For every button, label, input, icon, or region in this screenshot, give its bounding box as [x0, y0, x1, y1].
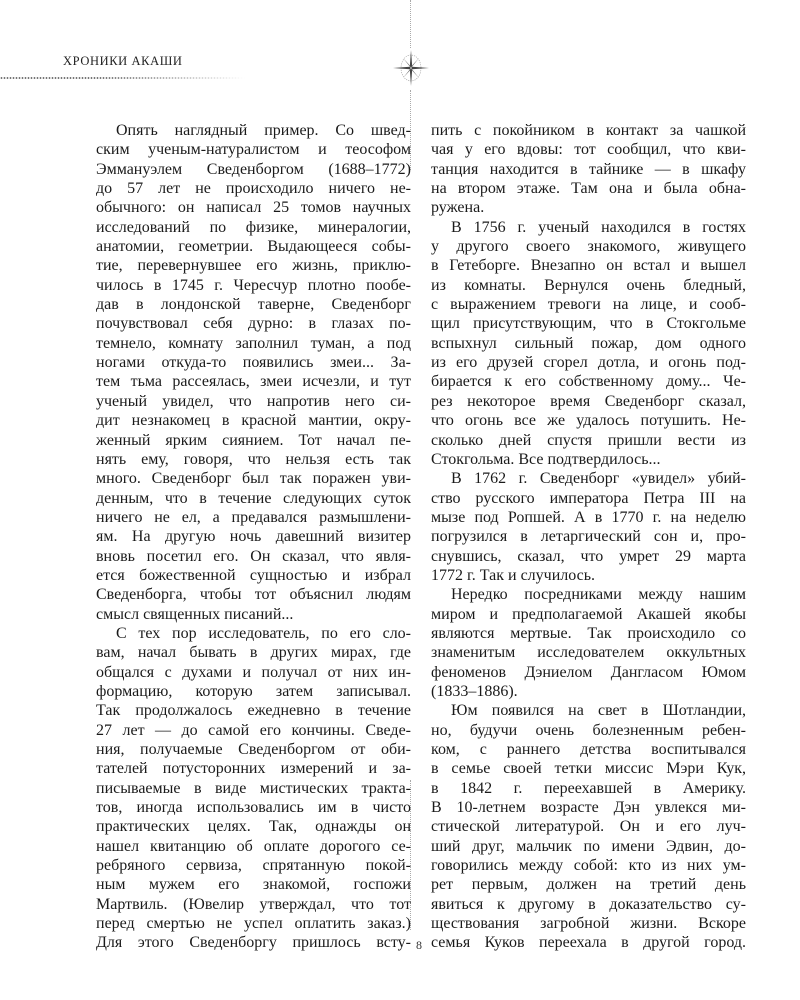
text-line: рез некоторое время Сведенборг сказал, [431, 392, 746, 410]
text-line: 1772 г. Так и случилось. [431, 566, 596, 584]
text-line: из комнаты. Вернулся очень бледный, [431, 276, 746, 294]
text-line: ским ученым-натуралистом и теософом [96, 141, 411, 159]
text-line: нять ему, говоря, что нельзя есть так [96, 450, 411, 468]
text-line: стической литературой. Он и его луч- [431, 818, 746, 836]
text-line: ногами откуда-то появились змеи... За- [96, 354, 411, 372]
text-line: перед смертью не успел оплатить заказ.) [96, 915, 411, 933]
running-head: ХРОНИКИ АКАШИ [63, 54, 183, 68]
text-line: но, будучи очень болезненным ребен- [431, 721, 746, 739]
text-line: обычного: он написал 25 томов научных [96, 199, 411, 217]
page-number: 8 [416, 938, 422, 952]
text-line: ство русского императора Петра III на [431, 489, 746, 507]
paragraph [431, 701, 746, 952]
text-line: на втором этаже. Там она и была обна- [431, 180, 746, 198]
text-line: В 10-летнем возрасте Дэн увлекся ми- [431, 799, 746, 817]
text-line: явиться к другому в доказательство су- [431, 895, 746, 913]
text-line: танция находится в тайнике — в шкафу [431, 160, 746, 178]
paragraph [431, 585, 746, 701]
paragraph [431, 121, 746, 218]
text-line: общался с духами и получал от них ин- [96, 663, 411, 681]
text-line: в 1842 г. переехавшей в Америку. [431, 779, 746, 797]
text-line: ществования загробной жизни. Вскоре [431, 915, 746, 933]
text-line: женный ярким сиянием. Тот начал пе- [96, 431, 411, 449]
text-line: снувшись, сказал, что умрет 29 марта [431, 547, 746, 565]
text-line: формацию, которую затем записывал. [96, 682, 411, 700]
text-line: темнело, комнату заполнил туман, а под [96, 334, 411, 352]
text-line: Эммануэлем Сведенборгом (1688–1772) [96, 160, 411, 178]
text-line: смысл священных писаний... [96, 605, 294, 623]
text-line: чилось в 1745 г. Чересчур плотно пообе- [96, 276, 411, 294]
text-line: Опять наглядный пример. Со швед- [116, 122, 411, 139]
text-line: вновь посетил его. Он сказал, что явля- [96, 547, 411, 565]
text-line: семья Куков переехала в другой город. [431, 934, 746, 952]
text-line: ным мужем его знакомой, госпожи [96, 876, 411, 894]
text-column-right [431, 121, 746, 953]
text-line: в семье своей тетки миссис Мэри Кук, [431, 760, 746, 778]
text-line: что огонь все же удалось потушить. Не- [431, 412, 746, 430]
text-line: много. Сведенборг был так поражен уви- [96, 470, 411, 488]
text-line: бирается к его собственному дому... Че- [431, 373, 746, 391]
text-line: миром и предполагаемой Акашей якобы [431, 605, 746, 623]
text-line: пить с покойником в контакт за чашкой [431, 122, 746, 139]
paragraph [96, 624, 411, 953]
text-line: исследований по физике, минералогии, [96, 218, 411, 236]
text-line: вам, начал бывать в других мирах, где [96, 644, 411, 662]
text-line: щил присутствующим, что в Стокгольме [431, 315, 746, 333]
text-line: тов, иногда использовались им в чисто [96, 799, 411, 817]
text-line: знаменитым исследователем оккультных [431, 644, 746, 662]
text-line: мызе под Ропшей. А в 1770 г. на неделю [431, 508, 746, 526]
text-line: ученый увидел, что напротив него си- [96, 392, 411, 410]
text-line: ком, с раннего детства воспитывался [431, 741, 746, 758]
text-line: у другого своего знакомого, живущего [431, 238, 746, 256]
text-line: В 1756 г. ученый находился в гостях [451, 218, 746, 236]
text-line: тем тьма рассеялась, змеи исчезли, и тут [96, 373, 411, 391]
text-line: тателей потусторонних измерений и за- [96, 760, 411, 778]
text-line: погрузился в летаргический сон и, про- [431, 528, 746, 546]
text-line: почувствовал себя дурно: в глазах по- [96, 315, 411, 333]
text-line: ется божественной сущностью и избрал [96, 566, 411, 584]
text-line: практических целях. Так, однажды он [96, 818, 411, 836]
text-line: ружена. [431, 199, 485, 217]
text-line: ребряного сервиза, спрятанную покой- [96, 857, 411, 875]
text-line: дав в лондонской таверне, Сведенборг [96, 296, 411, 314]
text-line: сколько дней спустя пришли вести из [431, 431, 746, 449]
text-line: Стокгольма. Все подтвердилось... [431, 450, 661, 468]
text-line: Юм появился на свет в Шотландии, [451, 702, 746, 720]
text-line: феноменов Дэниелом Дангласом Юмом [431, 663, 746, 681]
paragraph [96, 121, 411, 624]
text-line: говорились между собой: кто из них ум- [431, 857, 746, 875]
paragraph [431, 218, 746, 469]
text-line: ния, получаемые Сведенборгом от оби- [96, 741, 411, 758]
text-line: ший друг, мальчик по имени Эдвин, до- [431, 837, 746, 855]
vertical-dotted-rule-top [410, 0, 411, 48]
text-line: являются мертвые. Так происходило со [431, 624, 746, 642]
text-line: чая у его вдовы: тот сообщил, что кви- [431, 141, 746, 159]
text-line: тие, перевернувшее его жизнь, приклю- [96, 257, 411, 275]
text-line: 27 лет — до самой его кончины. Сведе- [96, 721, 411, 739]
text-line: ям. На другую ночь давешний визитер [96, 528, 411, 546]
header-dotted-rule [0, 77, 245, 79]
text-line: из его друзей сгорел дотла, и огонь под- [431, 354, 746, 372]
text-line: вспыхнул сильный пожар, дом одного [431, 334, 746, 352]
text-column-left [96, 121, 411, 953]
text-line: анатомии, геометрии. Выдающееся собы- [96, 238, 411, 256]
text-line: Сведенборга, чтобы тот объяснил людям [96, 586, 411, 604]
text-line: ничего не ел, а предавался размышлени- [96, 508, 411, 526]
text-line: Нередко посредниками между нашим [451, 586, 746, 604]
compass-rose-icon [393, 48, 429, 88]
text-line: Для этого Сведенборгу пришлось всту- [96, 934, 411, 952]
text-line: (1833–1886). [431, 682, 518, 700]
text-line: Так продолжалось ежедневно в течение [96, 702, 411, 720]
text-line: дит незнакомец в красной мантии, окру- [96, 412, 411, 430]
paragraph [431, 469, 746, 585]
text-line: в Гетеборге. Внезапно он встал и вышел [431, 257, 746, 275]
text-line: С тех пор исследователь, по его сло- [116, 624, 411, 642]
text-line: нашел квитанцию об оплате дорогого се- [96, 837, 411, 855]
text-line: рет первым, должен на третий день [431, 876, 746, 894]
text-line: до 57 лет не происходило ничего не- [96, 180, 411, 198]
text-line: с выражением тревоги на лице, и сооб- [431, 296, 746, 314]
text-line: Мартвиль. (Ювелир утверждал, что тот [96, 895, 411, 913]
text-line: В 1762 г. Сведенборг «увидел» убий- [451, 470, 746, 488]
text-line: денным, что в течение следующих суток [96, 489, 411, 507]
text-line: писываемые в виде мистических тракта- [96, 779, 411, 797]
